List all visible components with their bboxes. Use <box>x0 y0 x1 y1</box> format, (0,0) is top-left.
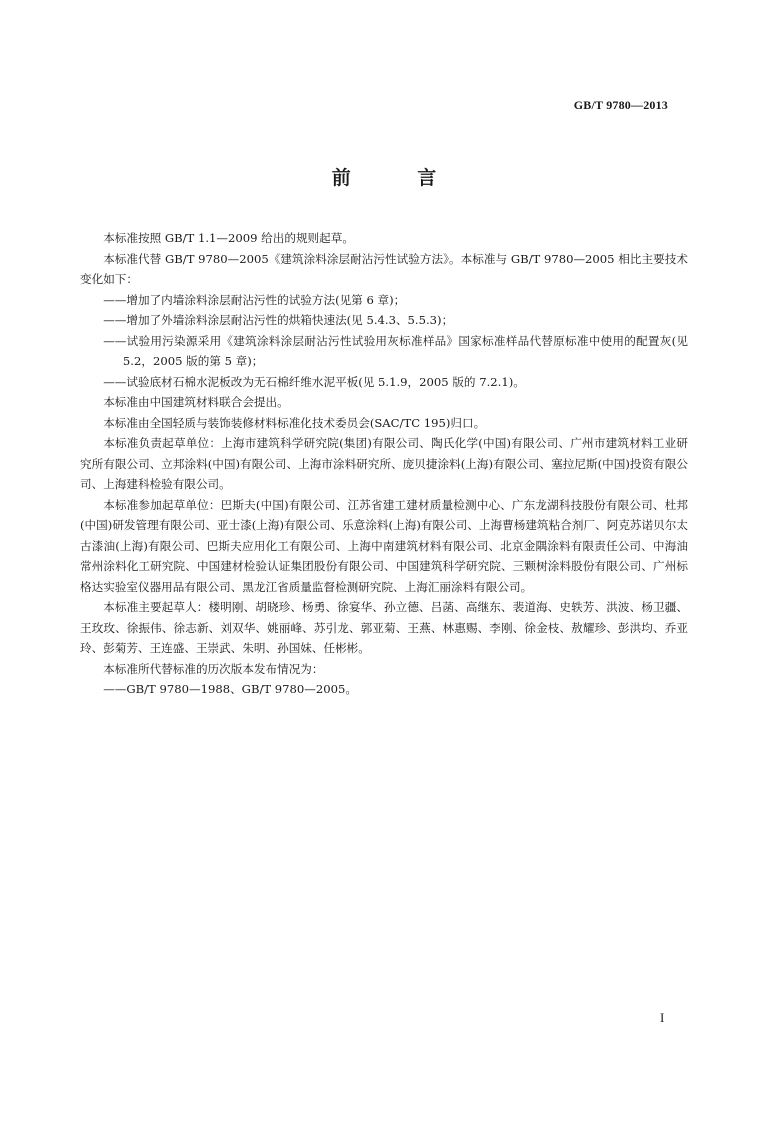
paragraph-history-intro: 本标准所代替标准的历次版本发布情况为： <box>103 661 324 676</box>
paragraph-replacement: 本标准代替 GB/T 9780—2005《建筑涂料涂层耐沾污性试验方法》。本标准与 GB/T 9780—2005 相比主要技术变化如下： <box>80 251 688 286</box>
page-title: 前 言 <box>331 167 467 189</box>
paragraph-responsible-units: 本标准负责起草单位：上海市建筑科学研究院(集团)有限公司、陶氏化学(中国)有限公司、广州市建筑材料工业研究所有限公司、立邦涂料(中国)有限公司、上海市涂料研究所、庞贝捷涂料(上海)有限公司、塞拉尼斯(中国)投资有限公司、上海建科检验有限公司。 <box>80 436 688 491</box>
foreword-body <box>80 228 688 700</box>
change-item: ——增加了内墙涂料涂层耐沾污性的试验方法(见第 6 章)； <box>103 292 406 307</box>
paragraph-participating-units: 本标准参加起草单位：巴斯夫(中国)有限公司、江苏省建工建材质量检测中心、广东龙湖科技股份有限公司、杜邦(中国)研发管理有限公司、亚士漆(上海)有限公司、乐意涂料(上海)有限公司、上海曹杨建筑粘合剂厂、阿克苏诺贝尔太古漆油(上海)有限公司、巴斯夫应用化工有限公司、上海中南建筑材料有限公司、北京金隅涂料有限责任公司、中海油常州涂料化工研究院、中国建材检验认证集团股份有限公司、中国建筑科学研究院、三颗树涂料股份有限公司、广州标格达实验室仪器用品有限公司、黑龙江省质量监督检测研究院、上海汇丽涂料有限公司。 <box>80 497 688 594</box>
change-item: ——试验用污染源采用《建筑涂料涂层耐沾污性试验用灰标准样品》国家标准样品代替原标准中使用的配置灰(见 5.2，2005 版的第 5 章)； <box>103 333 688 368</box>
paragraph-proposed-by: 本标准由中国建筑材料联合会提出。 <box>103 395 289 409</box>
change-item: ——增加了外墙涂料涂层耐沾污性的烘箱快速法(见 5.4.3、5.5.3)； <box>103 313 454 327</box>
change-item: ——试验底材石棉水泥板改为无石棉纤维水泥平板(见 5.1.9，2005 版的 7.2.1)。 <box>103 374 525 389</box>
paragraph-drafters: 本标准主要起草人：楼明刚、胡晓珍、杨勇、徐宴华、孙立德、吕菡、高继东、裴道海、史轶芳、洪波、杨卫疆、王玫玫、徐振伟、徐志新、刘双华、姚丽峰、苏引龙、郭亚菊、王燕、林惠赐、李刚、徐金枝、敖耀珍、彭洪均、乔亚玲、彭菊芳、王连盛、王崇武、朱明、孙国妹、任彬彬。 <box>80 600 688 655</box>
paragraph-under-jurisdiction: 本标准由全国轻质与装饰装修材料标准化技术委员会(SAC/TC 195)归口。 <box>103 415 486 430</box>
standard-code: GB/T 9780—2013 <box>573 98 668 112</box>
page-number: I <box>660 1010 665 1025</box>
paragraph-drafting-rules: 本标准按照 GB/T 1.1—2009 给出的规则起草。 <box>103 231 354 245</box>
history-item: ——GB/T 9780—1988、GB/T 9780—2005。 <box>103 682 357 696</box>
